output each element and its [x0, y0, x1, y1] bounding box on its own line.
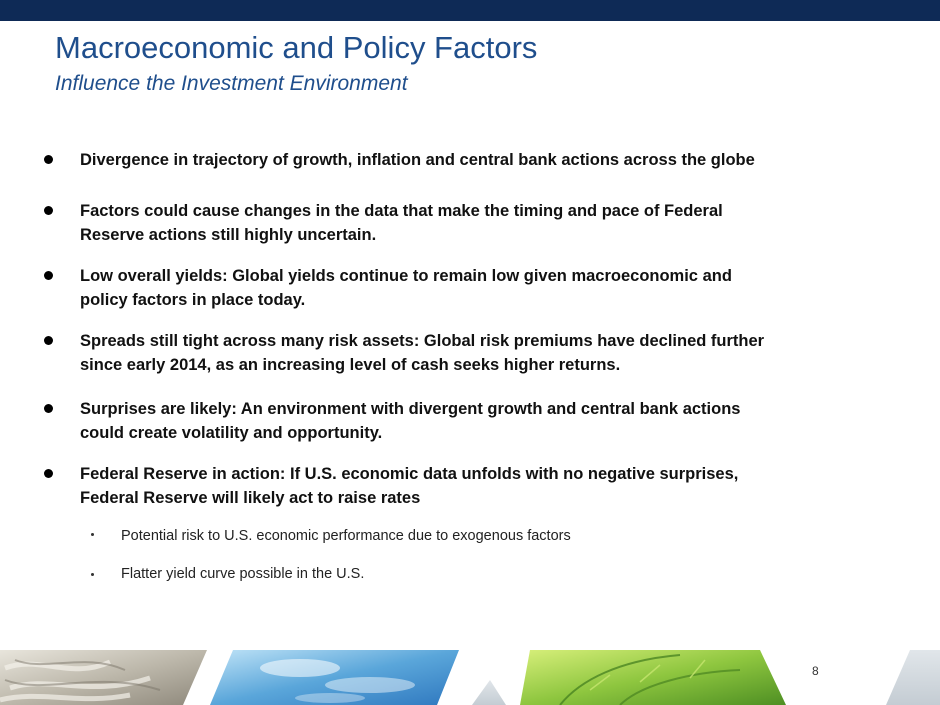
bullet-text: Federal Reserve in action: If U.S. economic data unfolds with no negative surprises, Federal Reserve will likely act to raise rates	[80, 465, 739, 507]
bullet-text: Divergence in trajectory of growth, inflation and central bank actions across the globe	[80, 151, 755, 169]
sub-bullet-text: Potential risk to U.S. economic performance due to exogenous factors	[121, 528, 571, 544]
slide-title: Macroeconomic and Policy Factors	[55, 30, 538, 65]
bullet-dot	[44, 155, 53, 164]
grey-triangle-decoration	[472, 680, 506, 705]
footer-image-strip	[0, 650, 940, 705]
leaf-image	[520, 650, 786, 705]
bullet-dot	[44, 271, 53, 280]
bullet-dot	[44, 206, 53, 215]
sub-bullet-dot	[91, 533, 94, 536]
bullet-dot	[44, 336, 53, 345]
bullet-dot	[44, 404, 53, 413]
sky-image	[210, 650, 459, 705]
sub-bullet-dot	[91, 573, 94, 576]
bullet-dot	[44, 469, 53, 478]
bullet-text: Surprises are likely: An environment with divergent growth and central bank actions could create volatility and opportunity.	[80, 400, 741, 442]
grey-panel-decoration	[886, 650, 940, 705]
bullet-text: Spreads still tight across many risk assets: Global risk premiums have declined further since early 2014, as an increasing level of cash seeks higher returns.	[80, 332, 765, 374]
bullet-text: Factors could cause changes in the data that make the timing and pace of Federal Reserve actions still highly uncertain.	[80, 202, 723, 244]
rope-image	[0, 650, 207, 705]
bullet-text: Low overall yields: Global yields continue to remain low given macroeconomic and policy factors in place today.	[80, 267, 732, 309]
page-number: 8	[812, 664, 819, 678]
slide-subtitle: Influence the Investment Environment	[55, 72, 408, 95]
sub-bullet-text: Flatter yield curve possible in the U.S.	[121, 566, 365, 582]
